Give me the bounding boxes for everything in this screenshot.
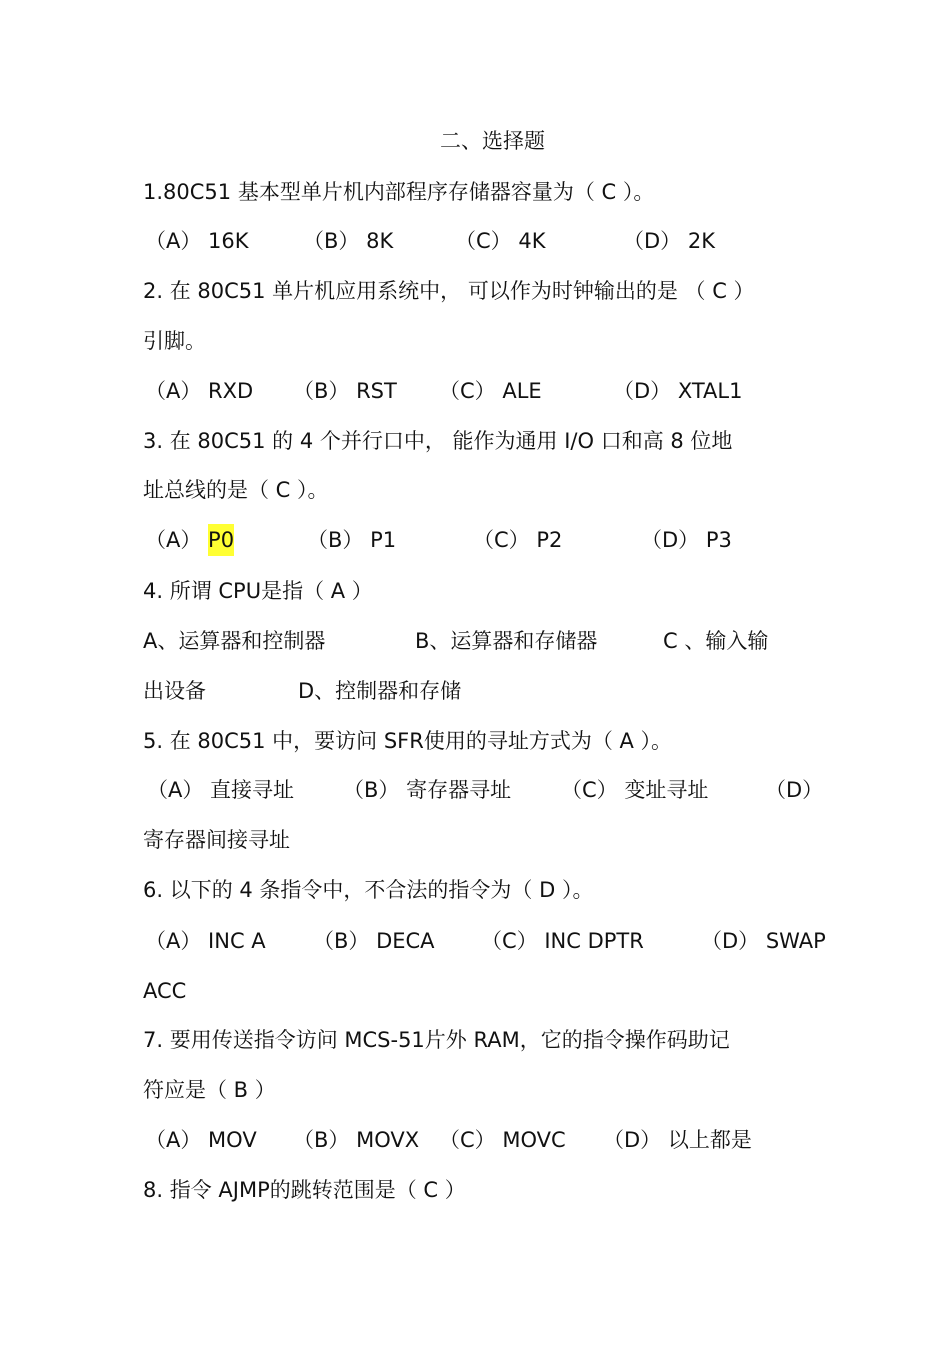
question-3-stem-line1: 3. 在 80C51 的 4 个并行口中， 能作为通用 I/O 口和高 8 位地: [143, 429, 733, 453]
question-6-options-line2: ACC: [143, 979, 187, 1003]
q4-option-c: C 、输入输: [663, 629, 769, 653]
section-title: 二、选择题: [440, 129, 545, 153]
question-3-stem-line2: 址总线的是（ C ）。: [143, 478, 329, 502]
q6-option-c: （C） INC DPTR: [481, 929, 644, 953]
q6-option-b: （B） DECA: [313, 929, 435, 953]
q7-option-a: （A） MOV: [145, 1128, 257, 1152]
question-2-options: [143, 376, 843, 406]
q5-option-a: （A） 直接寻址: [147, 778, 295, 802]
question-3-options: [143, 525, 843, 555]
q2-option-b: （B） RST: [293, 379, 397, 403]
q2-option-c: （C） ALE: [439, 379, 542, 403]
q4-option-a: A、运算器和控制器: [143, 629, 326, 653]
question-7-stem-line2: 符应是（ B ）: [143, 1078, 276, 1102]
question-1-stem: 1.80C51 基本型单片机内部程序存储器容量为（ C ）。: [143, 180, 655, 204]
q1-option-c: （C） 4K: [455, 229, 546, 253]
q5-option-c: （C） 变址寻址: [561, 778, 709, 802]
q6-option-d: （D） SWAP: [701, 929, 826, 953]
q3-option-b: （B） P1: [307, 528, 397, 552]
q5-option-b: （B） 寄存器寻址: [343, 778, 512, 802]
question-2-stem-line1: 2. 在 80C51 单片机应用系统中， 可以作为时钟输出的是 （ C ）: [143, 279, 755, 303]
q7-option-b: （B） MOVX: [293, 1128, 420, 1152]
q4-option-b: B、运算器和存储器: [415, 629, 598, 653]
question-4-stem: 4. 所谓 CPU是指（ A ）: [143, 579, 373, 603]
q4-option-d: D、控制器和存储: [298, 679, 462, 703]
question-7-stem-line1: 7. 要用传送指令访问 MCS-51片外 RAM，它的指令操作码助记: [143, 1028, 730, 1052]
q4-option-c-cont: 出设备: [143, 679, 206, 703]
question-1-options: [143, 226, 843, 256]
question-7-options: [143, 1125, 843, 1155]
question-2-stem-line2: 引脚。: [143, 329, 206, 353]
q5-option-d: （D）: [765, 778, 824, 802]
highlighted-answer: P0: [208, 524, 234, 556]
q3-option-c: （C） P2: [473, 528, 563, 552]
q7-option-d: （D） 以上都是: [603, 1128, 752, 1152]
question-6-stem: 6. 以下的 4 条指令中，不合法的指令为（ D ）。: [143, 878, 594, 902]
q2-option-a: （A） RXD: [145, 379, 254, 403]
question-8-stem: 8. 指令 AJMP的跳转范围是（ C ）: [143, 1178, 466, 1202]
question-4-options-line2: [143, 676, 843, 706]
question-5-stem: 5. 在 80C51 中，要访问 SFR使用的寻址方式为（ A ）。: [143, 729, 673, 753]
q3-option-a-prefix: （A）: [145, 528, 209, 552]
q1-option-b: （B） 8K: [303, 229, 394, 253]
q1-option-d: （D） 2K: [623, 229, 715, 253]
q6-option-a: （A） INC A: [145, 929, 266, 953]
q3-option-a: [145, 525, 234, 555]
question-6-options: [143, 926, 843, 956]
question-5-options: [143, 775, 843, 805]
question-4-options-line1: [143, 626, 843, 656]
question-5-options-line2: 寄存器间接寻址: [143, 828, 290, 852]
q2-option-d: （D） XTAL1: [613, 379, 743, 403]
q1-option-a: （A） 16K: [145, 229, 249, 253]
q7-option-c: （C） MOVC: [439, 1128, 566, 1152]
q3-option-d: （D） P3: [641, 528, 732, 552]
